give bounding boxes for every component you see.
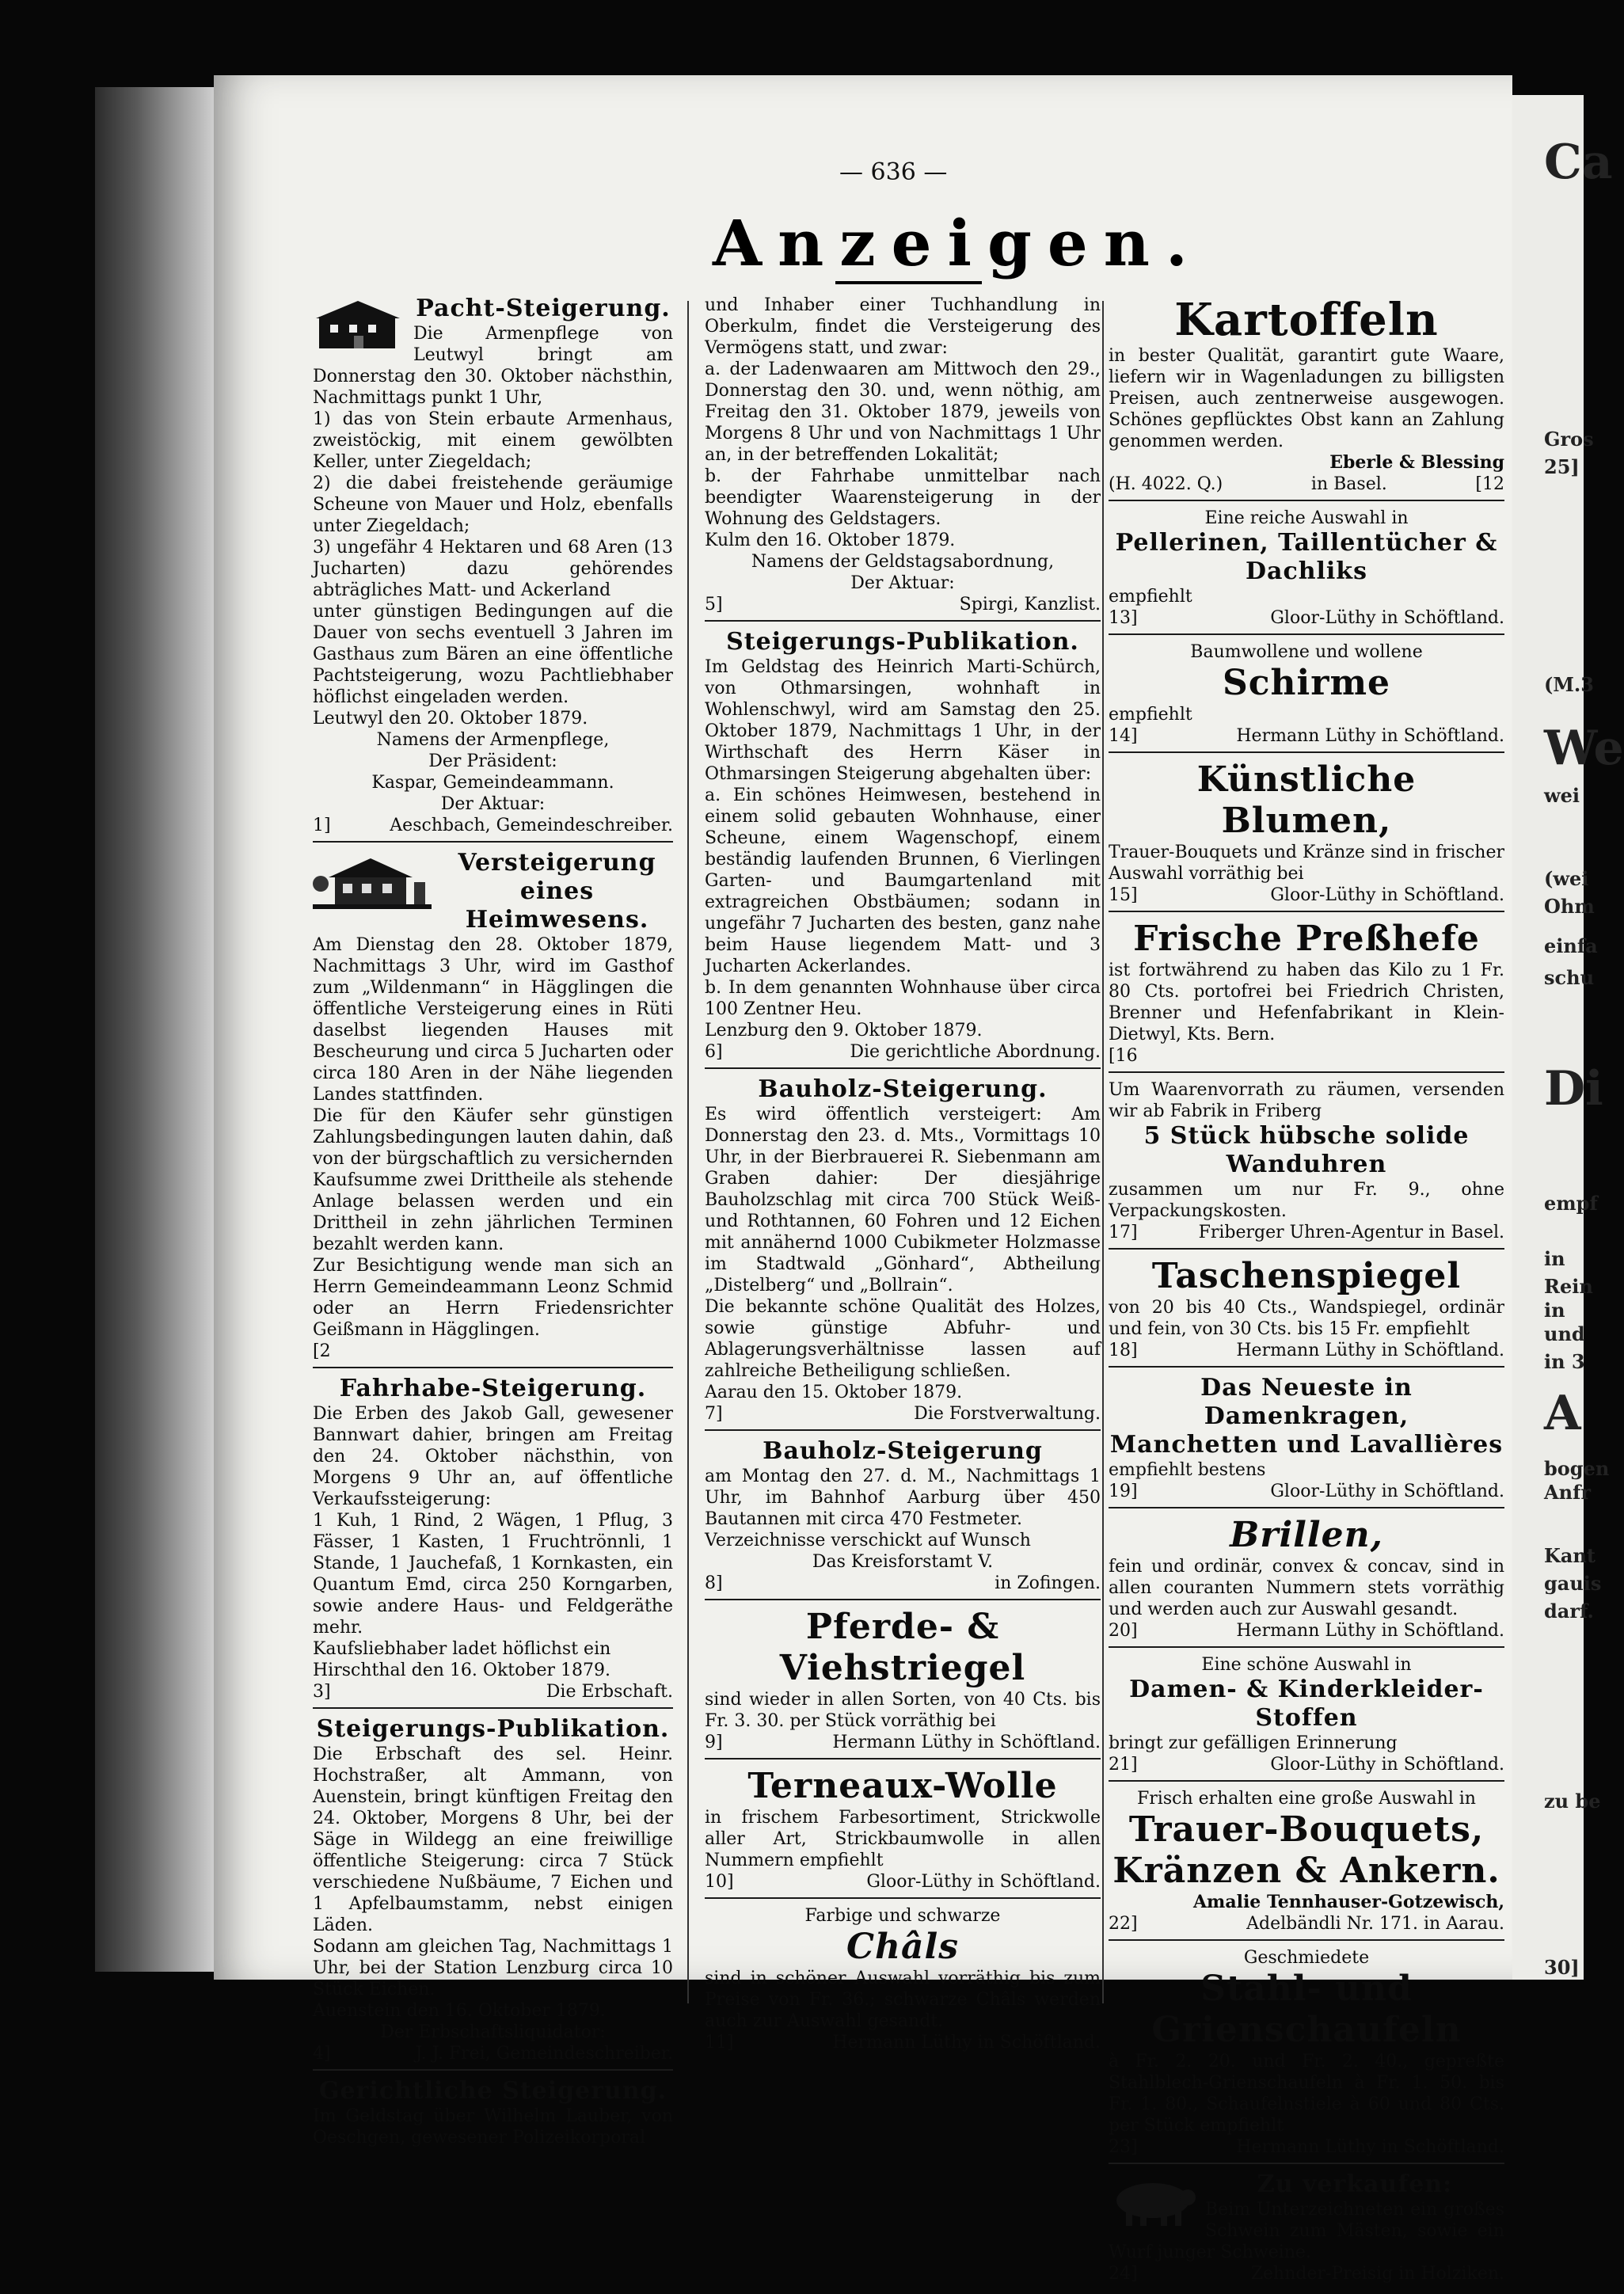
ad-heading: Châls (846, 1927, 959, 1967)
ad-place-date: Hirschthal den 16. Oktober 1879. (313, 1661, 610, 1680)
ad-place-date: Leutwyl den 20. Oktober 1879. (313, 709, 588, 729)
ad-heading: Damen- & Kinderkleider-Stoffen (1129, 1676, 1484, 1732)
next-page-fragment: darf. (1544, 1600, 1594, 1623)
ad-number: 6] (705, 1042, 723, 1062)
advertisement (313, 293, 673, 843)
ad-footer (705, 1403, 1101, 1425)
ad-heading: Pferde- & Viehstriegel (779, 1607, 1026, 1688)
ad-heading: Versteigerung eines Heimwesens. (458, 849, 656, 934)
ad-number: 22] (1109, 1914, 1138, 1934)
ad-place: in Basel. (1310, 474, 1387, 494)
ad-text: Sodann am gleichen Tag, Nachmittags 1 Uhr, bei der Station Lenzburg circa 10 Stück Eichen. (313, 1937, 673, 1999)
ad-number: 24] (1109, 2264, 1138, 2284)
ad-place-date: Kulm den 16. Oktober 1879. (705, 531, 956, 550)
ad-text: Im Geldstag über Wilhelm Lauber, von Oeschgen, gewesener Polizeikorporal (313, 2106, 673, 2148)
next-page-fragment: Rein (1544, 1275, 1593, 1298)
ad-footer (1109, 2136, 1504, 2158)
next-page-fragment: einfa (1544, 934, 1598, 957)
ad-signature: Aeschbach, Gemeindeschreiber. (390, 816, 673, 835)
ad-footer (705, 2032, 1101, 2053)
next-page-fragment: (wei (1544, 867, 1589, 890)
ad-intro: Baumwollene und wollene (1190, 642, 1423, 662)
ad-heading: Fahrhabe-Steigerung. (339, 1375, 647, 1402)
column-divider (1102, 301, 1104, 2003)
ad-number: 14] (1109, 726, 1138, 746)
ad-text: in frischem Farbesortiment, Strickwolle aller Art, Strickbaumwolle in allen Nummern empfiehlt (705, 1808, 1101, 1870)
ad-list-item: 2) die dabei freistehende geräumige Scheune von Mauer und Holz, ebenfalls unter Ziegeldach; (313, 474, 673, 536)
ad-text: Die Erben des Jakob Gall, gewesener Bannwart dahier, bringen am Freitag den 24. Oktober nächsthin, von Morgens 9 Uhr an, auf öffentliche Verkaufssteigerung: (313, 1404, 673, 1509)
ad-number: 1] (313, 816, 331, 835)
advertisement (1109, 640, 1504, 753)
ad-footer (1109, 1340, 1504, 1361)
ad-list-item: 3) ungefähr 4 Hektaren und 68 Aren (13 Jucharten) dazu gehörendes abträgliches Matt- und Ackerland (313, 538, 673, 600)
ad-subheading: Manchetten und Lavallières (1109, 1431, 1504, 1459)
ad-text: Verzeichnisse verschickt auf Wunsch (705, 1531, 1031, 1550)
ad-text: ist fortwährend zu haben das Kilo zu 1 Fr. 80 Cts. portofrei bei Friedrich Christen, Brenner und Hefenfabrikant in Klein-Dietwyl, Kts. Bern. (1109, 961, 1504, 1044)
ad-text: Im Geldstag des Heinrich Marti-Schürch, von Othmarsingen, wohnhaft in Wohlenschwyl, wird am Samstag den 25. Oktober 1879, Nachmittags 1 Uhr, in der Wirthschaft des Herrn Käser in Othmarsingen Steigerung abgehalten über: (705, 657, 1101, 784)
ad-heading: Pellerinen, Taillentücher & Dachliks (1115, 529, 1498, 585)
ad-signature: Die Forstverwaltung. (914, 1404, 1101, 1424)
advertisement (705, 1074, 1101, 1431)
ad-signature: Die Erbschaft. (546, 1682, 673, 1702)
next-page-fragment: zu be (1544, 1790, 1601, 1813)
advertisement (1109, 917, 1504, 1073)
ad-heading: Bauholz-Steigerung (763, 1437, 1043, 1465)
ad-heading: Künstliche Blumen, (1196, 759, 1417, 841)
next-page-fragment: Kant (1544, 1544, 1595, 1567)
ad-text: von 20 bis 40 Cts., Wandspiegel, ordinär und fein, von 30 Cts. bis 15 Fr. empfiehlt (1109, 1298, 1504, 1339)
ad-footer (1109, 1620, 1504, 1642)
ad-heading: 5 Stück hübsche solide Wanduhren (1143, 1122, 1470, 1178)
ad-number: 7] (705, 1404, 723, 1424)
ad-signature: Friberger Uhren-Agentur in Basel. (1198, 1223, 1504, 1242)
masthead-title: Anzeigen. (713, 206, 1204, 280)
next-page-fragment: und (1544, 1322, 1585, 1345)
ad-number: 13] (1109, 608, 1138, 628)
ad-heading: Schirme (1222, 663, 1390, 703)
ad-number: 10] (705, 1872, 734, 1892)
ad-footer (313, 815, 673, 836)
ad-signature: Spirgi, Kanzlist. (959, 595, 1101, 614)
ad-list-item: 1) das von Stein erbaute Armenhaus, zweistöckig, mit einem gewölbten Keller, unter Ziegeldach; (313, 409, 673, 472)
next-page-fragment: Di (1544, 1061, 1603, 1117)
ad-signature: Hermann Lüthy in Schöftland. (832, 2033, 1101, 2052)
ad-signature: in Zofingen. (995, 1573, 1101, 1593)
ad-signature: Gloor-Lüthy in Schöftland. (1270, 1482, 1504, 1501)
ad-list-item: b. der Fahrhabe unmittelbar nach beendigter Waarensteigerung in der Wohnung des Geldstagers. (705, 466, 1101, 529)
ad-text: à Fr. 2. 20. und Fr. 2. 40., gepreßte Stahlblech-Grienschaufeln à Fr. 1. 50. bis Fr. 1. 80., Schaufelnstiele à 60 und 80 Cts. per Stück empfiehlt (1109, 2052, 1504, 2136)
ad-text: fein und ordinär, convex & concav, sind in allen couranten Nummern stets vorräthig und werden auch zur Auswahl gesandt. (1109, 1557, 1504, 1619)
ad-list-item: b. In dem genannten Wohnhause über circa 100 Zentner Heu. (705, 978, 1101, 1019)
next-page-fragment: in (1544, 1247, 1565, 1270)
ad-text: 1 Kuh, 1 Rind, 2 Wägen, 1 Pflug, 3 Fässer, 1 Kasten, 1 Fruchtrönnli, 1 Stande, 1 Jauchefaß, 1 Kornkasten, ein Quantum Emd, circa 250 Korngarben, sowie andere Haus- und Feldgeräthe mehr. (313, 1511, 673, 1638)
next-page-edge (1512, 95, 1624, 1980)
ad-text: empfiehlt bestens (1109, 1460, 1266, 1480)
ad-text: Die für den Käufer sehr günstigen Zahlungsbedingungen lauten dahin, daß von der bürgschaftlich zu versichernden Kaufsumme zwei Drittheile als stehende Anlage belassen werden und ein Drittheil in zehn jährlichen Terminen bezahlt werden kann. (313, 1106, 673, 1254)
ad-heading: Steigerungs-Publikation. (726, 628, 1079, 656)
ad-number: [12 (1475, 474, 1504, 494)
ad-text: Die Armenpflege von Leutwyl bringt am Donnerstag den 30. Oktober nächsthin, Nachmittags punkt 1 Uhr, (313, 324, 673, 408)
next-page-fragment: bogen (1544, 1457, 1610, 1480)
ad-signature: Hermann Lüthy in Schöftland. (1236, 1621, 1504, 1641)
ad-signature: Der Präsident: (428, 751, 557, 771)
ad-heading: Trauer-Bouquets, (1128, 1809, 1485, 1850)
ad-text: empfiehlt (1109, 705, 1192, 725)
ad-number: 9] (705, 1733, 723, 1752)
ad-text: Um Waarenvorrath zu räumen, versenden wir ab Fabrik in Friberg (1109, 1080, 1504, 1121)
engraving-icon (313, 852, 432, 917)
advertisement (1109, 1946, 1504, 2164)
ad-firm: Amalie Tennhauser-Gotzewisch, (1192, 1892, 1504, 1912)
ad-signature: Hermann Lüthy in Schöftland. (1236, 1341, 1504, 1360)
ad-heading: Steigerungs-Publikation. (316, 1715, 670, 1743)
ad-footer (1109, 474, 1504, 495)
next-page-fragment: gauis (1544, 1572, 1602, 1595)
ad-text: Es wird öffentlich versteigert: Am Donnerstag den 23. d. Mts., Vormittags 10 Uhr, in der Bierbrauerei R. Siebenmann am Graben dahier: Der diesjährige Bauholzschlag mit circa 700 Stück Weiß- und Rothtannen, 60 Fohren und 12 Eichen mit annähernd 1000 Cubikmeter Holzmasse im Stadtwald „Gönhard“, Abtheilung „Distelberg“ und „Bollrain“. (705, 1105, 1101, 1295)
ad-intro: Farbige und schwarze (804, 1906, 1001, 1926)
ad-footer (1109, 1045, 1504, 1067)
ad-footer (1109, 607, 1504, 629)
ad-footer (1109, 1754, 1504, 1775)
advertisement (1109, 1786, 1504, 1941)
ad-number: 19] (1109, 1482, 1138, 1501)
ad-number: 17] (1109, 1223, 1138, 1242)
ad-signature: Das Kreisforstamt V. (812, 1552, 994, 1572)
book-spine (95, 87, 214, 1972)
ad-signature: Hermann Lüthy in Schöftland. (832, 1733, 1101, 1752)
ad-intro: Frisch erhalten eine große Auswahl in (1137, 1789, 1476, 1809)
ad-text: empfiehlt (1109, 587, 1192, 607)
ad-footer (313, 2043, 673, 2064)
ad-signature: Gloor-Lüthy in Schöftland. (866, 1872, 1101, 1892)
column-1 (313, 293, 673, 2158)
ad-text: sind in schöner Auswahl vorräthig bis zum Preise von Fr. 36.; schwarze Châls werden auch zur Auswahl gesandt. (705, 1969, 1101, 2031)
ad-signature: Hermann Lüthy in Schöftland. (1236, 726, 1504, 746)
next-page-fragment: We (1544, 721, 1624, 776)
ad-text: Beim Unterzeichneten ein großes Schwein zum Mästen, sowie ein Wurf junger Schweine. (1109, 2200, 1504, 2262)
ad-footer (313, 1341, 673, 1362)
ad-number: 15] (1109, 885, 1138, 905)
ad-heading: Frische Preßhefe (1133, 919, 1480, 959)
ad-heading: Gerichtliche Steigerung. (318, 2077, 667, 2105)
ad-footer (705, 1573, 1101, 1594)
next-page-fragment: Ohm (1544, 895, 1595, 918)
ad-signature: Kaspar, Gemeindeammann. (371, 773, 614, 793)
next-page-fragment: Gros (1544, 428, 1594, 451)
next-page-fragment: schu (1544, 966, 1595, 989)
advertisement (705, 1605, 1101, 1759)
ad-subheading: Kränzen & Ankern. (1112, 1851, 1500, 1891)
ad-heading: Kartoffeln (1174, 294, 1439, 346)
ad-code: (H. 4022. Q.) (1109, 474, 1223, 494)
advertisement (705, 626, 1101, 1069)
masthead-rule (835, 281, 982, 284)
ad-number: 21] (1109, 1755, 1138, 1775)
ad-heading: Bauholz-Steigerung. (758, 1075, 1048, 1103)
ad-text: Trauer-Bouquets und Kränze sind in frischer Auswahl vorräthig bei (1109, 843, 1504, 884)
advertisement (313, 847, 673, 1368)
ad-signature: J. J. Frei, Gemeindeschreiber. (415, 2044, 673, 2064)
ad-place-date: Auenstein den 16. Oktober 1879. (313, 2001, 606, 2021)
ad-number: 23] (1109, 2137, 1138, 2157)
ad-signature: Die gerichtliche Abordnung. (850, 1042, 1101, 1062)
ad-heading: Terneaux-Wolle (747, 1766, 1058, 1806)
column-divider (687, 301, 689, 2003)
ad-signature: Hermann Lüthy in Schöftland. (1236, 2137, 1504, 2157)
ad-text: und Inhaber einer Tuchhandlung in Oberkulm, findet die Versteigerung des Vermögens statt, und zwar: (705, 295, 1101, 358)
ad-heading: Stahl- und Grienschaufeln (1151, 1969, 1462, 2050)
ad-text: bringt zur gefälligen Erinnerung (1109, 1733, 1398, 1753)
ad-footer (705, 594, 1101, 615)
engraving-icon (1109, 2174, 1196, 2235)
ad-signature: Namens der Armenpflege, (376, 730, 610, 750)
next-page-fragment: (M.3 (1544, 673, 1594, 696)
ad-text: Am Dienstag den 28. Oktober 1879, Nachmittags 3 Uhr, wird im Gasthof zum „Wildenmann“ in Hägglingen die öffentliche Versteigerung eines in Rüti daselbst liegenden Hauses mit Bescheurung und circa 5 Jucharten oder circa 180 Aren in der Nähe liegenden Landes stattfinden. (313, 935, 673, 1105)
next-page-fragment: 30] (1544, 1956, 1580, 1979)
advertisement (705, 1764, 1101, 1899)
next-page-fragment: in (1544, 1299, 1565, 1322)
next-page-fragment: in 3 (1544, 1350, 1585, 1373)
advertisement (1109, 1254, 1504, 1368)
ad-list-item: a. der Ladenwaaren am Mittwoch den 29., Donnerstag den 30. und, wenn nöthig, am Freitag den 31. Oktober 1879, jeweils von Morgens 8 Uhr und von Nachmittags 1 Uhr an, in der betreffenden Lokalität; (705, 360, 1101, 465)
ad-heading: Taschenspiegel (1151, 1256, 1462, 1296)
ad-text: Zur Besichtigung wende man sich an Herrn Gemeindeammann Leonz Schmid oder an Herrn Friedensrichter Geißmann in Hägglingen. (313, 1256, 673, 1340)
ad-footer (705, 1732, 1101, 1753)
ad-text: am Montag den 27. d. M., Nachmittags 1 Uhr, im Bahnhof Aarburg über 450 Bautannen mit circa 470 Festmeter. (705, 1467, 1101, 1529)
advertisement (705, 1904, 1101, 2058)
advertisement (1109, 1078, 1504, 1250)
ad-footer (1109, 2263, 1504, 2284)
ad-text: zusammen um nur Fr. 9., ohne Verpackungskosten. (1109, 1180, 1504, 1221)
ad-footer (705, 1871, 1101, 1893)
ad-text: unter günstigen Bedingungen auf die Dauer von sechs eventuell 3 Jahren im Gasthaus zum Bären an eine öffentliche Pachtsteigerung, wozu Pachtliebhaber höflichst eingeladen werden. (313, 602, 673, 707)
ad-heading: Pacht-Steigerung. (416, 295, 671, 322)
ad-signature: Namens der Geldstagsabordnung, (751, 552, 1055, 572)
next-page-fragment: 25] (1544, 455, 1580, 478)
column-2 (705, 293, 1101, 2063)
next-page-fragment: Ca (1544, 135, 1613, 190)
ad-list-item: a. Ein schönes Heimwesen, bestehend in einem solid gebauten Wohnhause, einer Scheune, einem Wagenschopf, einem beständig laufenden Brunnen, 6 Vierlingen Garten- und Baumgartenland mit extragreichen Obstbäumen; sodann in ungefähr 7 Jucharten des besten, ganz nahe beim Hause liegendem Matt- und 3 Jucharten Ackerlandes. (705, 786, 1101, 976)
ad-intro: Eine reiche Auswahl in (1204, 508, 1409, 528)
ad-number: 11] (705, 2033, 734, 2052)
advertisement (1109, 758, 1504, 912)
ad-heading: Brillen, (1230, 1515, 1383, 1555)
ad-footer (705, 1041, 1101, 1063)
ad-number: 8] (705, 1573, 723, 1593)
ad-number: 4] (313, 2044, 331, 2064)
advertisement (1109, 506, 1504, 635)
advertisement (1109, 1513, 1504, 1648)
ad-signature: Gloor-Lüthy in Schöftland. (1270, 608, 1504, 628)
ad-signature: Gloor-Lüthy in Schöftland. (1270, 1755, 1504, 1775)
ad-firm: Eberle & Blessing (1329, 452, 1504, 473)
advertisement (313, 1714, 673, 2071)
ad-footer (1109, 1481, 1504, 1502)
advertisement (313, 1373, 673, 1709)
ad-text: Die bekannte schöne Qualität des Holzes, sowie günstige Abfuhr- und Ablagerungsverhältnisse lassen auf zahlreiche Betheiligung schließen. (705, 1297, 1101, 1381)
advertisement (1109, 2169, 1504, 2289)
ad-number: 18] (1109, 1341, 1138, 1360)
ad-number: 3] (313, 1682, 331, 1702)
advertisement (705, 293, 1101, 622)
ad-text: sind wieder in allen Sorten, von 40 Cts. bis Fr. 3. 30. per Stück vorräthig bei (705, 1690, 1101, 1731)
ad-footer (313, 1681, 673, 1702)
column-3 (1109, 293, 1504, 2294)
engraving-icon (313, 298, 404, 359)
ad-place-date: Lenzburg den 9. Oktober 1879. (705, 1021, 983, 1040)
ad-number: [16 (1109, 1046, 1138, 1066)
ad-number: [2 (313, 1341, 331, 1361)
ad-signature: Der Erbschaftsliquidator: (380, 2022, 606, 2042)
next-page-fragment: wei (1544, 784, 1580, 807)
ad-footer (1109, 725, 1504, 747)
advertisement (313, 2075, 673, 2153)
ad-number: 5] (705, 595, 723, 614)
ad-signature: Adelbändli Nr. 171. in Aarau. (1246, 1914, 1504, 1934)
next-page-fragment: Anfr (1544, 1481, 1592, 1504)
ad-signature: Zehnder-Preisig in Holziken. (1250, 2264, 1504, 2284)
ad-intro: Eine schöne Auswahl in (1201, 1655, 1412, 1675)
next-page-fragment: empf (1544, 1192, 1598, 1215)
advertisement (705, 1436, 1101, 1600)
ad-place-date: Aarau den 15. Oktober 1879. (705, 1383, 963, 1402)
ad-intro: Geschmiedete (1243, 1948, 1370, 1968)
page-number: — 636 — (839, 158, 948, 186)
ad-text: Kaufsliebhaber ladet höflichst ein (313, 1639, 611, 1659)
ad-footer (1109, 1913, 1504, 1934)
ad-text: in bester Qualität, garantirt gute Waare, liefern wir in Wagenladungen zu billigsten Preisen, auch zentnerweise ausgewogen. Schönes gepflücktes Obst kann an Zahlung genommen werden. (1109, 346, 1504, 451)
advertisement (1109, 293, 1504, 501)
advertisement (1109, 1372, 1504, 1508)
ad-number: 20] (1109, 1621, 1138, 1641)
ad-footer (1109, 1222, 1504, 1243)
ad-heading: Zu verkaufen: (1257, 2170, 1453, 2198)
ad-signature: Gloor-Lüthy in Schöftland. (1270, 885, 1504, 905)
ad-text: Die Erbschaft des sel. Heinr. Hochstraßer, alt Ammann, von Auenstein, bringt künftigen Freitag den 24. Oktober, Morgens 8 Uhr, bei der Säge in Wildegg an eine freiwillige öffentliche Steigerung: circa 7 Stück verschiedene Nußbäume, 7 Eichen und 1 Apfelbaumstamm, nebst einigen Läden. (313, 1744, 673, 1935)
ad-heading: Das Neueste in Damenkragen, (1200, 1374, 1413, 1430)
next-page-fragment: A (1544, 1386, 1581, 1441)
ad-signature: Der Aktuar: (850, 573, 955, 593)
ad-signature: Der Aktuar: (440, 794, 546, 814)
ad-footer (1109, 885, 1504, 906)
advertisement (1109, 1653, 1504, 1782)
